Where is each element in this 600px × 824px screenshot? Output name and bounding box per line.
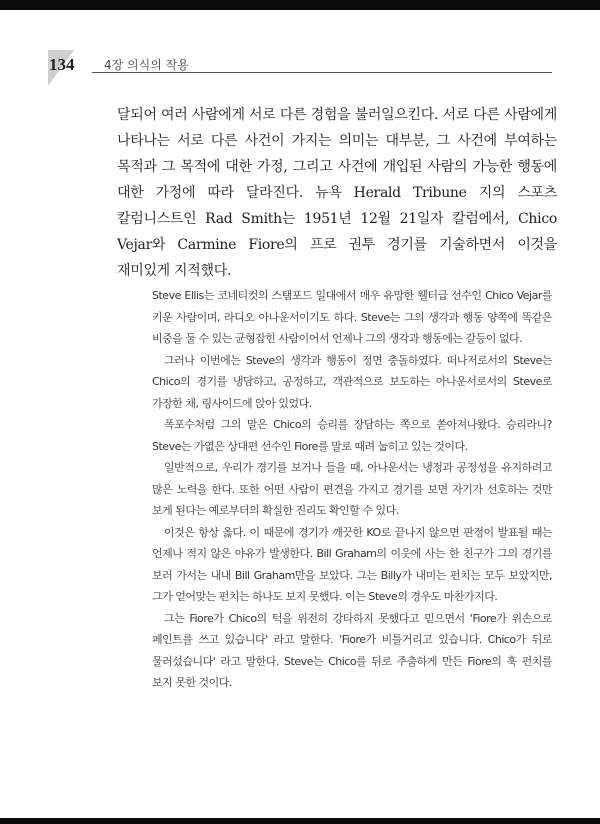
quote-paragraph: 폭포수처럼 그의 말은 Chico의 승리를 장담하는 쪽으로 쏟아져나왔다. 승리라니? Steve는 가엾은 상대편 선수인 Fiore를 말로 때려 눕히고 있는 것이다. — [152, 418, 552, 453]
chapter-title: 4장 의식의 작용 — [104, 58, 189, 72]
page-header — [0, 50, 600, 86]
header-rule — [92, 72, 552, 73]
top-border — [0, 0, 600, 10]
quote-paragraph: 그러나 이번에는 Steve의 생각과 행동이 정면 충돌하였다. 떠나저로서의 Steve는 Chico의 경기를 냉담하고, 공정하고, 객관적으로 보도하는 아나운서로서의 Steve로 가장한 채, 링사이드에 앉아 있었다. — [152, 353, 552, 410]
page-number: 134 — [49, 55, 75, 74]
quote-paragraph: 일반적으로, 우리가 경기를 보거나 들을 때, 아나운서는 냉정과 공정성을 유지하려고 많은 노력을 한다. 또한 어떤 사람이 편견을 가지고 경기를 보면 자기가 선호하는 것만 보게 된다는 예로부터의 확실한 진리도 확인할 수 있다. — [152, 461, 552, 517]
quote-paragraph: 이것은 항상 옳다. 이 때문에 경기가 깨끗한 KO로 끝나지 않으면 판정이 발표될 때는 언제나 적지 않은 야유가 발생한다. Bill Graham의 이웃에 사는 한 친구가 그의 경기를 보러 가서는 내내 Bill Graham만을 보았다. 그는 Billy가 내미는 펀치는 모두 보았지만, 그가 얻어맞는 펀치는 하나도 보지 못했다. 이는 Steve의 경우도 마찬가지다. — [152, 525, 552, 603]
quote-paragraph: Steve Ellis는 코네티컷의 스탬포드 일대에서 매우 유망한 웰터급 선수인 Chico Vejar를 키운 사람이며, 라디오 아나운서이기도 하다. Steve는 그의 생각과 행동 양쪽에 똑같은 비중을 둘 수 있는 균형잡힌 사람이어서 언제나 그의 생각과 행동에는 갈등이 없다. — [152, 289, 552, 345]
bottom-border — [0, 818, 600, 824]
main-text — [117, 102, 557, 284]
block-quote — [152, 285, 552, 694]
body-paragraph: 달되어 여러 사람에게 서로 다른 경험을 불러일으킨다. 서로 다른 사람에게 나타나는 서로 다른 사건이 가지는 의미는 대부분, 그 사건에 부여하는 목적과 그 목적에 대한 가정, 그리고 사건에 개입된 사람의 가능한 행동에 대한 가정에 따라 달라진다. 뉴욕 Herald Tribune 지의 스포츠 칼럼니스트인 Rad Smith는 1951년 12월 21일자 칼럼에서, Chico Vejar와 Carmine Fiore의 프로 권투 경기를 기술하면서 이것을 재미있게 지적했다. — [117, 107, 557, 279]
quote-paragraph: 그는 Fiore가 Chico의 턱을 위전히 강타하지 못했다고 믿으면서 'Fiore가 위손으로 페인트를 쓰고 있습니다' 라고 말한다. 'Fiore가 비틀거리고 있습니다. Chico가 뒤로 물러섰습니다' 라고 말한다. Steve는 Chico를 뒤로 주춤하게 만든 Fiore의 훅 펀치를 보지 못한 것이다. — [152, 611, 552, 689]
